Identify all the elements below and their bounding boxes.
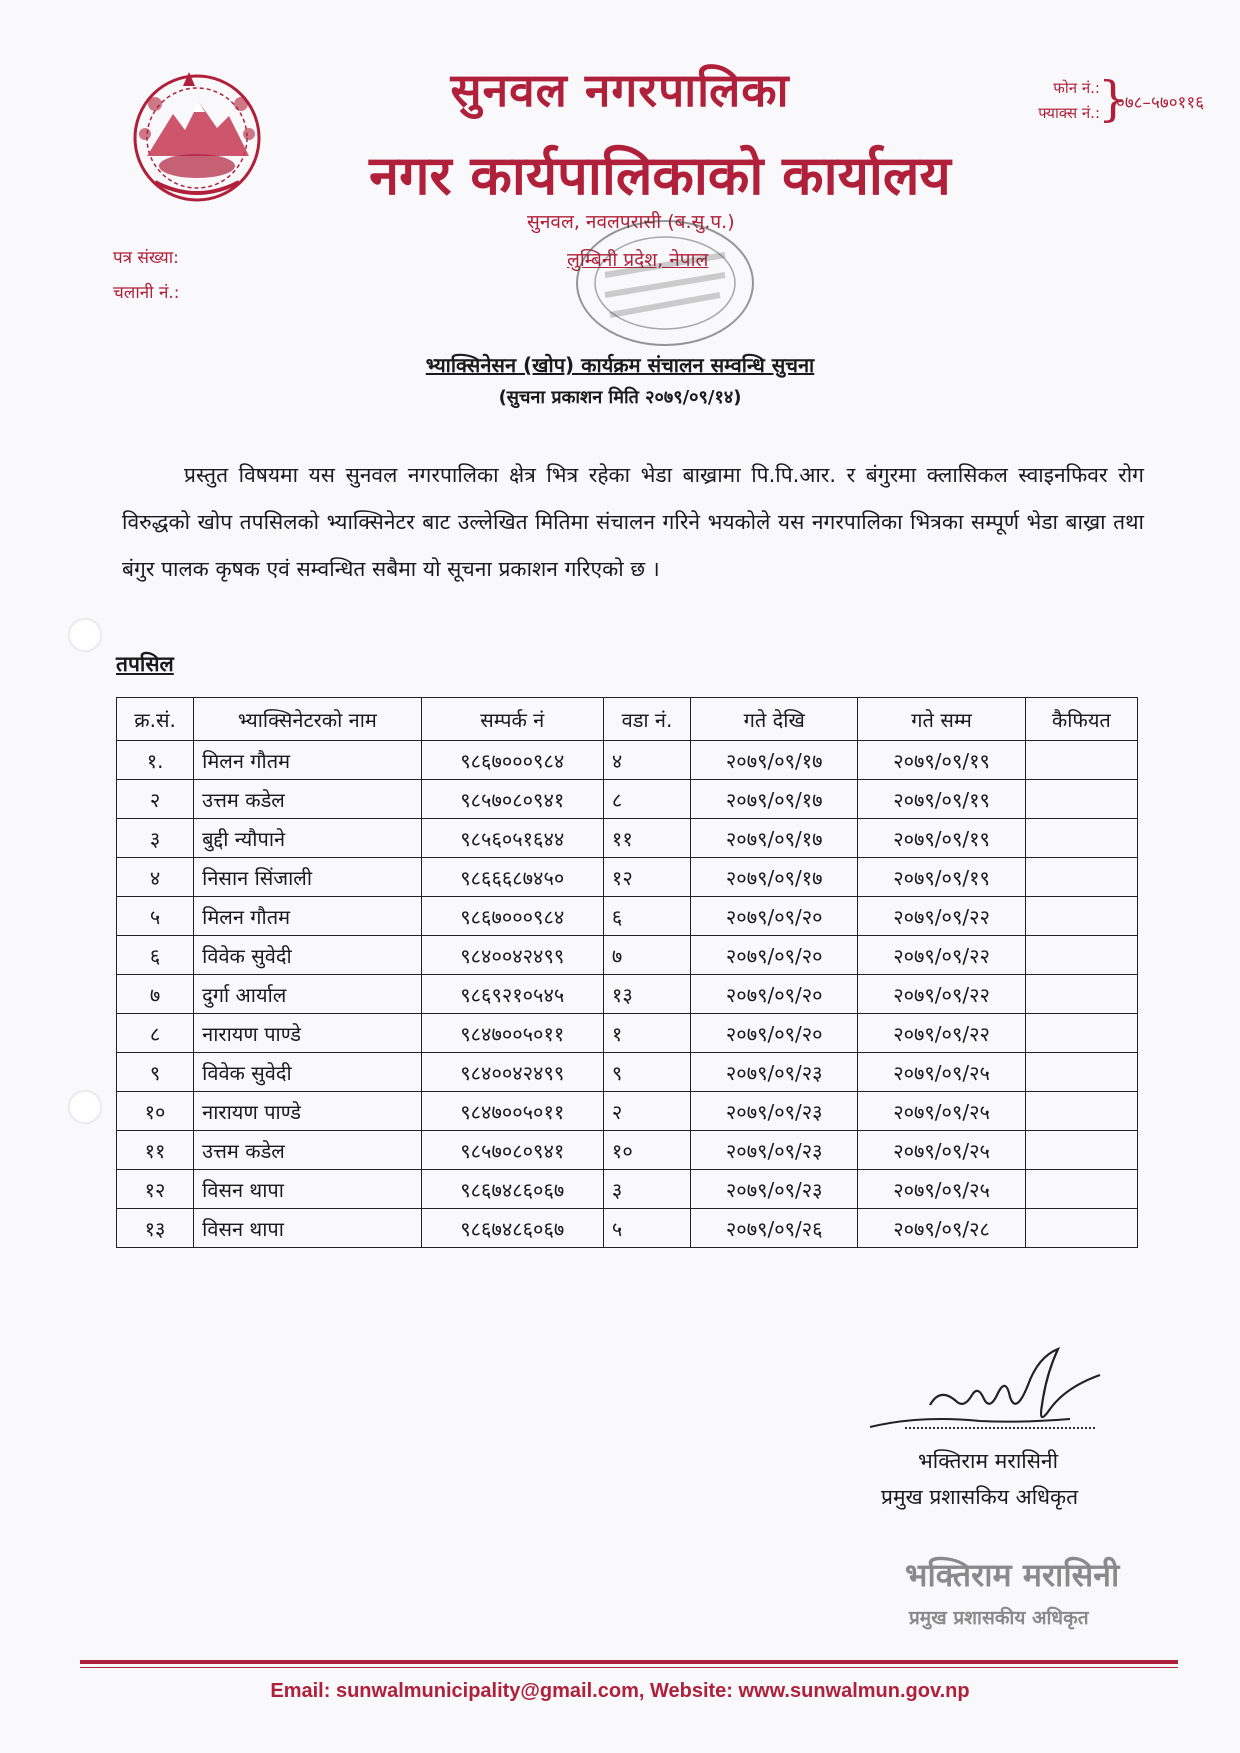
cell-from-date: २०७९/०९/१७	[691, 741, 858, 780]
seal-name: भक्तिराम मरासिनी	[905, 1556, 1120, 1594]
cell-remarks	[1025, 1092, 1137, 1131]
table-row	[117, 1209, 1138, 1248]
cell-remarks	[1025, 780, 1137, 819]
cell-from-date: २०७९/०९/२३	[691, 1053, 858, 1092]
cell-ward: १२	[603, 858, 690, 897]
name-seal-stamp	[895, 1548, 1175, 1638]
cell-contact: ९८४७००५०११	[421, 1092, 603, 1131]
cell-contact: ९८६७०००९८४	[421, 741, 603, 780]
phone-number: ०७८–५७०११६	[1116, 93, 1205, 113]
cell-to-date: २०७९/०९/२८	[858, 1209, 1025, 1248]
cell-serial: ८	[117, 1014, 194, 1053]
cell-remarks	[1025, 858, 1137, 897]
cell-vaccinator-name: विवेक सुवेदी	[194, 936, 421, 975]
cell-ward: ९	[603, 1053, 690, 1092]
cell-from-date: २०७९/०९/२३	[691, 1092, 858, 1131]
cell-remarks	[1025, 1014, 1137, 1053]
cell-vaccinator-name: मिलन गौतम	[194, 897, 421, 936]
cell-contact: ९८४००४२४९९	[421, 1053, 603, 1092]
cell-contact: ९८६७०००९८४	[421, 897, 603, 936]
table-row	[117, 1014, 1138, 1053]
cell-from-date: २०७९/०९/२०	[691, 975, 858, 1014]
vaccination-schedule-table	[116, 697, 1138, 1248]
schedule-heading: तपसिल	[116, 652, 174, 676]
cell-from-date: २०७९/०९/२०	[691, 897, 858, 936]
notice-title: भ्याक्सिनेसन (खोप) कार्यक्रम संचालन सम्वन्धि सुचना	[425, 353, 815, 377]
cell-from-date: २०७९/०९/१७	[691, 819, 858, 858]
cell-from-date: २०७९/०९/१७	[691, 858, 858, 897]
cell-to-date: २०७९/०९/२५	[858, 1053, 1025, 1092]
cell-remarks	[1025, 1053, 1137, 1092]
cell-ward: ११	[603, 819, 690, 858]
cell-remarks	[1025, 1131, 1137, 1170]
cell-to-date: २०७९/०९/२५	[858, 1170, 1025, 1209]
notice-publish-date: (सुचना प्रकाशन मिति २०७९/०९/१४)	[498, 387, 742, 408]
cell-from-date: २०७९/०९/२०	[691, 1014, 858, 1053]
cell-ward: ७	[603, 936, 690, 975]
cell-to-date: २०७९/०९/१९	[858, 819, 1025, 858]
cell-from-date: २०७९/०९/१७	[691, 780, 858, 819]
cell-ward: २	[603, 1092, 690, 1131]
table-row	[117, 1053, 1138, 1092]
cell-vaccinator-name: मिलन गौतम	[194, 741, 421, 780]
header-remarks: कैफियत	[1025, 698, 1137, 741]
header-contact: सम्पर्क नं	[421, 698, 603, 741]
table-row	[117, 780, 1138, 819]
fax-label: फ्याक्स नं.:	[1038, 104, 1100, 122]
header-vaccinator-name: भ्याक्सिनेटरको नाम	[194, 698, 421, 741]
cell-to-date: २०७९/०९/१९	[858, 741, 1025, 780]
cell-from-date: २०७९/०९/२३	[691, 1170, 858, 1209]
footer-contact: Email: sunwalmunicipality@gmail.com, Website: www.sunwalmun.gov.np	[270, 1680, 970, 1702]
cell-contact: ९८४००४२४९९	[421, 936, 603, 975]
cell-serial: १३	[117, 1209, 194, 1248]
cell-ward: १३	[603, 975, 690, 1014]
cell-serial: २	[117, 780, 194, 819]
cell-contact: ९८५७०८०९४१	[421, 780, 603, 819]
cell-ward: ८	[603, 780, 690, 819]
contact-labels	[1010, 76, 1100, 126]
address-line-2: लुम्बिनी प्रदेश, नेपाल	[567, 249, 709, 271]
cell-from-date: २०७९/०९/२६	[691, 1209, 858, 1248]
cell-vaccinator-name: विवेक सुवेदी	[194, 1053, 421, 1092]
cell-contact: ९८४७००५०११	[421, 1014, 603, 1053]
header-serial: क्र.सं.	[117, 698, 194, 741]
table-row	[117, 936, 1138, 975]
cell-vaccinator-name: विसन थापा	[194, 1170, 421, 1209]
cell-ward: ३	[603, 1170, 690, 1209]
cell-remarks	[1025, 741, 1137, 780]
cell-from-date: २०७९/०९/२०	[691, 936, 858, 975]
cell-serial: १२	[117, 1170, 194, 1209]
cell-serial: ७	[117, 975, 194, 1014]
cell-contact: ९८५७०८०९४१	[421, 1131, 603, 1170]
footer-divider-thin	[80, 1667, 1178, 1668]
address-line-1: सुनवल, नवलपरासी (ब.सु.प.)	[527, 211, 735, 233]
header-ward: वडा नं.	[603, 698, 690, 741]
cell-contact: ९८६७४८६०६७	[421, 1170, 603, 1209]
brace-icon: }	[1098, 71, 1129, 127]
table-body	[117, 741, 1138, 1248]
municipality-name: सुनवल नगरपालिका	[450, 63, 790, 117]
cell-vaccinator-name: उत्तम कडेल	[194, 1131, 421, 1170]
cell-to-date: २०७९/०९/२२	[858, 897, 1025, 936]
cell-from-date: २०७९/०९/२३	[691, 1131, 858, 1170]
header-to-date: गते सम्म	[858, 698, 1025, 741]
table-row	[117, 1131, 1138, 1170]
header-from-date: गते देखि	[691, 698, 858, 741]
cell-serial: ५	[117, 897, 194, 936]
table-row	[117, 1092, 1138, 1131]
cell-vaccinator-name: बुद्दी न्यौपाने	[194, 819, 421, 858]
office-name: नगर कार्यपालिकाको कार्यालय	[369, 144, 951, 207]
seal-title: प्रमुख प्रशासकीय अधिकृत	[909, 1607, 1089, 1629]
cell-ward: १	[603, 1014, 690, 1053]
table-row	[117, 858, 1138, 897]
cell-serial: ११	[117, 1131, 194, 1170]
cell-serial: ९	[117, 1053, 194, 1092]
cell-contact: ९८६९२१०५४५	[421, 975, 603, 1014]
cell-serial: ६	[117, 936, 194, 975]
dispatch-number-label: चलानी नं.:	[113, 283, 180, 303]
cell-to-date: २०७९/०९/२२	[858, 1014, 1025, 1053]
cell-remarks	[1025, 819, 1137, 858]
cell-vaccinator-name: दुर्गा आर्याल	[194, 975, 421, 1014]
cell-vaccinator-name: निसान सिंजाली	[194, 858, 421, 897]
punch-hole	[68, 618, 102, 652]
signatory-title: प्रमुख प्रशासकिय अधिकृत	[881, 1485, 1079, 1509]
table-row	[117, 819, 1138, 858]
cell-to-date: २०७९/०९/२२	[858, 936, 1025, 975]
cell-ward: ४	[603, 741, 690, 780]
table-header-row	[117, 698, 1138, 741]
notice-body: प्रस्तुत विषयमा यस सुनवल नगरपालिका क्षेत्र भित्र रहेका भेडा बाख्रामा पि.पि.आर. र बंगुरमा क्लासिकल स्वाइनफिवर रोग विरुद्धको खोप तपसिलको भ्याक्सिनेटर बाट उल्लेखित मितिमा संचालन गरिने भयकोले यस नगरपालिका भित्रका सम्पूर्ण भेडा बाख्रा तथा बंगुर पालक कृषक एवं सम्वन्धित सबैमा यो सूचना प्रकाशन गरिएको छ ।	[122, 463, 1144, 581]
cell-remarks	[1025, 975, 1137, 1014]
footer-divider-thick	[80, 1660, 1178, 1664]
phone-label: फोन नं.:	[1053, 79, 1100, 97]
cell-remarks	[1025, 1170, 1137, 1209]
cell-to-date: २०७९/०९/२५	[858, 1131, 1025, 1170]
cell-contact: ९८५६०५१६४४	[421, 819, 603, 858]
cell-to-date: २०७९/०९/२२	[858, 975, 1025, 1014]
table-row	[117, 897, 1138, 936]
table-row	[117, 1170, 1138, 1209]
cell-vaccinator-name: नारायण पाण्डे	[194, 1014, 421, 1053]
office-stamp-icon	[565, 215, 765, 360]
cell-vaccinator-name: नारायण पाण्डे	[194, 1092, 421, 1131]
cell-ward: ५	[603, 1209, 690, 1248]
cell-contact: ९८६७४८६०६७	[421, 1209, 603, 1248]
cell-serial: ३	[117, 819, 194, 858]
signatory-name: भक्तिराम मरासिनी	[918, 1449, 1059, 1473]
table-row	[117, 975, 1138, 1014]
signature-line	[905, 1427, 1095, 1429]
cell-serial: १०	[117, 1092, 194, 1131]
cell-to-date: २०७९/०९/२५	[858, 1092, 1025, 1131]
cell-ward: १०	[603, 1131, 690, 1170]
cell-remarks	[1025, 897, 1137, 936]
cell-contact: ९८६६६८७४५०	[421, 858, 603, 897]
cell-serial: १.	[117, 741, 194, 780]
cell-to-date: २०७९/०९/१९	[858, 858, 1025, 897]
letter-number-label: पत्र संख्या:	[113, 248, 179, 268]
cell-to-date: २०७९/०९/१९	[858, 780, 1025, 819]
cell-vaccinator-name: विसन थापा	[194, 1209, 421, 1248]
cell-remarks	[1025, 936, 1137, 975]
cell-vaccinator-name: उत्तम कडेल	[194, 780, 421, 819]
cell-remarks	[1025, 1209, 1137, 1248]
cell-serial: ४	[117, 858, 194, 897]
punch-hole	[68, 1090, 102, 1124]
table-row	[117, 741, 1138, 780]
cell-ward: ६	[603, 897, 690, 936]
